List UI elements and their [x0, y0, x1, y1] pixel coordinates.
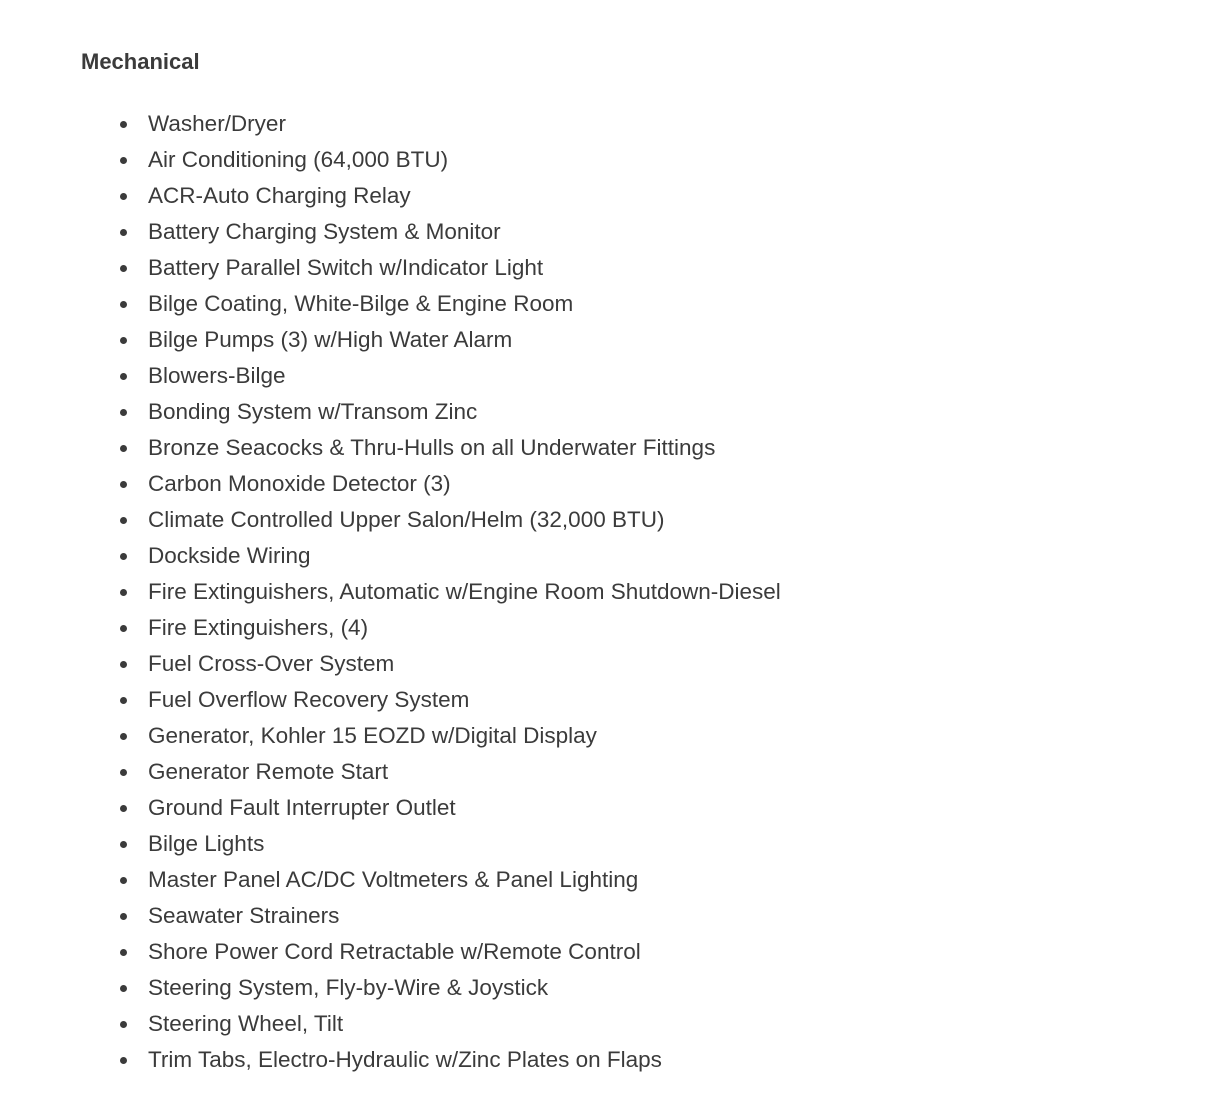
bullet-icon — [120, 193, 127, 200]
bullet-icon — [120, 913, 127, 920]
bullet-icon — [120, 301, 127, 308]
list-item — [81, 682, 1214, 718]
list-item-text: Fuel Overflow Recovery System — [148, 687, 470, 712]
list-item — [81, 970, 1214, 1006]
bullet-icon — [120, 733, 127, 740]
list-item — [81, 322, 1214, 358]
bullet-icon — [120, 697, 127, 704]
bullet-icon — [120, 661, 127, 668]
list-item — [81, 394, 1214, 430]
list-item-text: Battery Charging System & Monitor — [148, 219, 501, 244]
bullet-icon — [120, 229, 127, 236]
list-item — [81, 646, 1214, 682]
list-item-text: Steering Wheel, Tilt — [148, 1011, 344, 1036]
list-item-text: Carbon Monoxide Detector (3) — [148, 471, 451, 496]
bullet-icon — [120, 373, 127, 380]
bullet-icon — [120, 1021, 127, 1028]
section-title: Mechanical — [81, 49, 200, 74]
bullet-icon — [120, 589, 127, 596]
list-item — [81, 430, 1214, 466]
list-item-text: Fuel Cross-Over System — [148, 651, 395, 676]
feature-list — [81, 106, 1214, 1078]
list-item — [81, 754, 1214, 790]
list-item — [81, 790, 1214, 826]
list-item — [81, 358, 1214, 394]
list-item-text: Battery Parallel Switch w/Indicator Light — [148, 255, 544, 280]
list-item — [81, 898, 1214, 934]
list-item — [81, 1042, 1214, 1078]
bullet-icon — [120, 409, 127, 416]
bullet-icon — [120, 625, 127, 632]
list-item — [81, 862, 1214, 898]
bullet-icon — [120, 769, 127, 776]
list-item-text: Bilge Lights — [148, 831, 265, 856]
list-item-text: Washer/Dryer — [148, 111, 286, 136]
list-item — [81, 538, 1214, 574]
list-item-text: Bronze Seacocks & Thru-Hulls on all Underwater Fittings — [148, 435, 716, 460]
list-item — [81, 718, 1214, 754]
list-item-text: Bilge Coating, White-Bilge & Engine Room — [148, 291, 574, 316]
list-item — [81, 250, 1214, 286]
bullet-icon — [120, 877, 127, 884]
bullet-icon — [120, 985, 127, 992]
list-item-text: Ground Fault Interrupter Outlet — [148, 795, 456, 820]
bullet-icon — [120, 481, 127, 488]
list-item-text: Shore Power Cord Retractable w/Remote Control — [148, 939, 641, 964]
list-item-text: Seawater Strainers — [148, 903, 340, 928]
list-item — [81, 1006, 1214, 1042]
bullet-icon — [120, 265, 127, 272]
list-item-text: Air Conditioning (64,000 BTU) — [148, 147, 449, 172]
list-item-text: Master Panel AC/DC Voltmeters & Panel Lighting — [148, 867, 639, 892]
bullet-icon — [120, 157, 127, 164]
list-item-text: ACR-Auto Charging Relay — [148, 183, 411, 208]
list-item-text: Fire Extinguishers, (4) — [148, 615, 369, 640]
bullet-icon — [120, 841, 127, 848]
list-item — [81, 286, 1214, 322]
list-item-text: Bonding System w/Transom Zinc — [148, 399, 478, 424]
list-item — [81, 934, 1214, 970]
list-item — [81, 214, 1214, 250]
bullet-icon — [120, 1057, 127, 1064]
list-item — [81, 826, 1214, 862]
list-item-text: Dockside Wiring — [148, 543, 311, 568]
list-item — [81, 610, 1214, 646]
bullet-icon — [120, 949, 127, 956]
list-item — [81, 142, 1214, 178]
list-item-text: Trim Tabs, Electro-Hydraulic w/Zinc Plates on Flaps — [148, 1047, 662, 1072]
bullet-icon — [120, 805, 127, 812]
bullet-icon — [120, 445, 127, 452]
list-item-text: Fire Extinguishers, Automatic w/Engine Room Shutdown-Diesel — [148, 579, 781, 604]
list-item — [81, 574, 1214, 610]
list-item-text: Generator Remote Start — [148, 759, 389, 784]
list-item — [81, 466, 1214, 502]
list-item — [81, 106, 1214, 142]
list-item-text: Steering System, Fly-by-Wire & Joystick — [148, 975, 549, 1000]
bullet-icon — [120, 553, 127, 560]
list-item-text: Climate Controlled Upper Salon/Helm (32,000 BTU) — [148, 507, 665, 532]
bullet-icon — [120, 337, 127, 344]
bullet-icon — [120, 121, 127, 128]
list-item-text: Bilge Pumps (3) w/High Water Alarm — [148, 327, 513, 352]
bullet-icon — [120, 517, 127, 524]
list-item — [81, 178, 1214, 214]
list-item-text: Generator, Kohler 15 EOZD w/Digital Display — [148, 723, 597, 748]
list-item-text: Blowers-Bilge — [148, 363, 286, 388]
list-item — [81, 502, 1214, 538]
